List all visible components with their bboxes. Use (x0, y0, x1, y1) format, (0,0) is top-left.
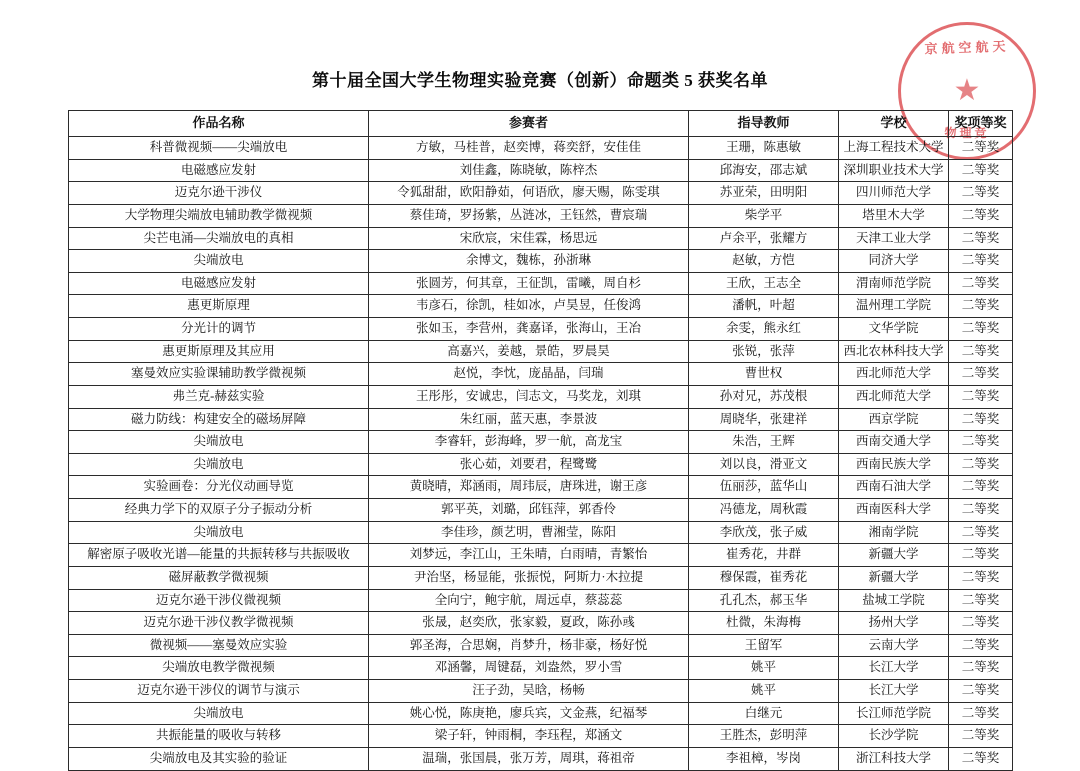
cell-teacher: 余雯，熊永红 (689, 318, 839, 341)
table-row (69, 340, 1013, 363)
cell-teacher: 孔孔杰，郝玉华 (689, 589, 839, 612)
cell-school: 深圳职业技术大学 (839, 159, 949, 182)
table-row (69, 476, 1013, 499)
cell-participants: 张圆芳，何其章，王征凯，雷曦，周自杉 (369, 272, 689, 295)
table-row (69, 227, 1013, 250)
cell-work: 尖端放电 (69, 250, 369, 273)
cell-school: 上海工程技术大学 (839, 137, 949, 160)
cell-teacher: 白继元 (689, 702, 839, 725)
cell-work: 电磁感应发射 (69, 272, 369, 295)
cell-work: 共振能量的吸收与转移 (69, 725, 369, 748)
cell-work: 电磁感应发射 (69, 159, 369, 182)
cell-teacher: 潘帆，叶超 (689, 295, 839, 318)
cell-school: 长江大学 (839, 657, 949, 680)
cell-work: 经典力学下的双原子分子振动分析 (69, 499, 369, 522)
cell-level: 二等奖 (949, 318, 1013, 341)
cell-school: 长江大学 (839, 680, 949, 703)
cell-participants: 尹治坚，杨显能，张振悦，阿斯力·木拉提 (369, 566, 689, 589)
table-row (69, 137, 1013, 160)
cell-level: 二等奖 (949, 408, 1013, 431)
table-row (69, 680, 1013, 703)
cell-school: 西南石油大学 (839, 476, 949, 499)
cell-level: 二等奖 (949, 159, 1013, 182)
table-row (69, 385, 1013, 408)
cell-work: 尖端放电 (69, 702, 369, 725)
table-row (69, 657, 1013, 680)
cell-teacher: 杜微，朱海梅 (689, 612, 839, 635)
cell-level: 二等奖 (949, 499, 1013, 522)
cell-participants: 张心茹，刘要君，程鹭鹭 (369, 453, 689, 476)
cell-participants: 姚心悦，陈庚艳，廖兵宾，文金燕，纪福琴 (369, 702, 689, 725)
cell-participants: 韦彦石，徐凯，桂如冰，卢昊昱，任俊鸿 (369, 295, 689, 318)
table-row (69, 544, 1013, 567)
cell-work: 大学物理尖端放电辅助教学微视频 (69, 204, 369, 227)
table-row (69, 521, 1013, 544)
cell-level: 二等奖 (949, 137, 1013, 160)
table-row (69, 612, 1013, 635)
cell-work: 分光计的调节 (69, 318, 369, 341)
cell-participants: 汪子劲，吴晗，杨畅 (369, 680, 689, 703)
cell-school: 西京学院 (839, 408, 949, 431)
cell-level: 二等奖 (949, 589, 1013, 612)
cell-level: 二等奖 (949, 747, 1013, 770)
cell-teacher: 张锐，张萍 (689, 340, 839, 363)
cell-school: 温州理工学院 (839, 295, 949, 318)
cell-level: 二等奖 (949, 657, 1013, 680)
table-row (69, 250, 1013, 273)
cell-school: 盐城工学院 (839, 589, 949, 612)
cell-work: 惠更斯原理及其应用 (69, 340, 369, 363)
cell-work: 实验画卷：分光仪动画导览 (69, 476, 369, 499)
cell-level: 二等奖 (949, 272, 1013, 295)
table-row (69, 272, 1013, 295)
table-row (69, 566, 1013, 589)
cell-participants: 黄晓晴，郑涵雨，周玮辰，唐珠进，谢王彦 (369, 476, 689, 499)
table-row (69, 182, 1013, 205)
cell-teacher: 孙对兄，苏茂根 (689, 385, 839, 408)
table-row (69, 431, 1013, 454)
cell-level: 二等奖 (949, 476, 1013, 499)
cell-participants: 赵悦，李忱，庞晶晶，闫瑞 (369, 363, 689, 386)
cell-participants: 刘佳鑫，陈晓敏，陈梓杰 (369, 159, 689, 182)
cell-teacher: 崔秀花，井群 (689, 544, 839, 567)
cell-school: 浙江科技大学 (839, 747, 949, 770)
cell-level: 二等奖 (949, 566, 1013, 589)
cell-work: 塞曼效应实验课辅助教学微视频 (69, 363, 369, 386)
table-row (69, 747, 1013, 770)
table-row (69, 725, 1013, 748)
cell-teacher: 朱浩，王辉 (689, 431, 839, 454)
cell-school: 渭南师范学院 (839, 272, 949, 295)
cell-teacher: 李欣茂，张子威 (689, 521, 839, 544)
cell-participants: 令狐甜甜，欧阳静茹，何语欣，廖天赐，陈雯琪 (369, 182, 689, 205)
table-row (69, 159, 1013, 182)
cell-level: 二等奖 (949, 702, 1013, 725)
cell-teacher: 曹世权 (689, 363, 839, 386)
cell-level: 二等奖 (949, 295, 1013, 318)
cell-teacher: 冯德龙，周秋霞 (689, 499, 839, 522)
cell-work: 惠更斯原理 (69, 295, 369, 318)
cell-participants: 高嘉兴，姜越，景皓，罗晨昊 (369, 340, 689, 363)
cell-participants: 朱红丽，蓝天惠，李景波 (369, 408, 689, 431)
cell-work: 尖端放电 (69, 521, 369, 544)
table-row (69, 702, 1013, 725)
cell-work: 尖芒电涌—尖端放电的真相 (69, 227, 369, 250)
cell-work: 迈克尔逊干涉仪微视频 (69, 589, 369, 612)
table-row (69, 318, 1013, 341)
cell-level: 二等奖 (949, 227, 1013, 250)
cell-work: 科普微视频——尖端放电 (69, 137, 369, 160)
cell-teacher: 刘以良，滑亚文 (689, 453, 839, 476)
cell-level: 二等奖 (949, 431, 1013, 454)
table-row (69, 634, 1013, 657)
column-header-participants: 参赛者 (369, 111, 689, 137)
cell-level: 二等奖 (949, 250, 1013, 273)
cell-school: 文华学院 (839, 318, 949, 341)
cell-teacher: 姚平 (689, 680, 839, 703)
cell-school: 西北师范大学 (839, 385, 949, 408)
cell-work: 尖端放电教学微视频 (69, 657, 369, 680)
cell-level: 二等奖 (949, 363, 1013, 386)
cell-school: 塔里木大学 (839, 204, 949, 227)
cell-work: 微视频——塞曼效应实验 (69, 634, 369, 657)
seal-bottom-text: 物理竞 (944, 126, 990, 140)
cell-teacher: 李祖樟，岑岗 (689, 747, 839, 770)
cell-school: 西北师范大学 (839, 363, 949, 386)
cell-participants: 余博文，魏栋，孙浙琳 (369, 250, 689, 273)
cell-teacher: 王胜杰，彭明萍 (689, 725, 839, 748)
cell-teacher: 姚平 (689, 657, 839, 680)
cell-work: 弗兰克-赫兹实验 (69, 385, 369, 408)
cell-school: 西北农林科技大学 (839, 340, 949, 363)
cell-participants: 郭圣海，合思娴，肖梦升，杨非豪，杨好悦 (369, 634, 689, 657)
table-row (69, 363, 1013, 386)
cell-work: 尖端放电 (69, 453, 369, 476)
cell-school: 长江师范学院 (839, 702, 949, 725)
table-row (69, 589, 1013, 612)
cell-teacher: 穆保霞，崔秀花 (689, 566, 839, 589)
cell-level: 二等奖 (949, 204, 1013, 227)
table-body (69, 137, 1013, 771)
cell-work: 迈克尔逊干涉仪的调节与演示 (69, 680, 369, 703)
award-table-container (68, 110, 1012, 771)
cell-school: 西南交通大学 (839, 431, 949, 454)
cell-work: 磁屏蔽教学微视频 (69, 566, 369, 589)
cell-level: 二等奖 (949, 182, 1013, 205)
cell-level: 二等奖 (949, 453, 1013, 476)
table-row (69, 204, 1013, 227)
cell-work: 迈克尔逊干涉仪教学微视频 (69, 612, 369, 635)
cell-participants: 张如玉，李营州，龚嘉译，张海山，王冶 (369, 318, 689, 341)
cell-school: 湘南学院 (839, 521, 949, 544)
column-header-level: 奖项等奖 (949, 111, 1013, 137)
cell-teacher: 赵敏，方恺 (689, 250, 839, 273)
page-title: 第十届全国大学生物理实验竞赛（创新）命题类 5 获奖名单 (312, 71, 768, 90)
cell-school: 天津工业大学 (839, 227, 949, 250)
cell-teacher: 邱海安，邵志斌 (689, 159, 839, 182)
cell-level: 二等奖 (949, 544, 1013, 567)
cell-school: 四川师范大学 (839, 182, 949, 205)
cell-participants: 王彤彤，安诚忠，闫志文，马奖龙，刘琪 (369, 385, 689, 408)
cell-teacher: 王留军 (689, 634, 839, 657)
cell-teacher: 王欣，王志全 (689, 272, 839, 295)
table-row (69, 408, 1013, 431)
table-header (69, 111, 1013, 137)
cell-teacher: 柴学平 (689, 204, 839, 227)
cell-participants: 方敏，马桂普，赵奕博，蒋奕舒，安佳佳 (369, 137, 689, 160)
cell-school: 扬州大学 (839, 612, 949, 635)
cell-work: 迈克尔逊干涉仪 (69, 182, 369, 205)
cell-participants: 全向宁，鲍宇航，周远卓，蔡蕊蕊 (369, 589, 689, 612)
table-header-row (69, 111, 1013, 137)
seal-star-icon: ★ (953, 74, 981, 107)
column-header-school: 学校 (839, 111, 949, 137)
table-row (69, 295, 1013, 318)
cell-work: 尖端放电及其实验的验证 (69, 747, 369, 770)
cell-participants: 郭平英，刘璐，邱钰萍，郭香伶 (369, 499, 689, 522)
award-table (68, 110, 1013, 771)
cell-work: 尖端放电 (69, 431, 369, 454)
cell-level: 二等奖 (949, 725, 1013, 748)
cell-school: 同济大学 (839, 250, 949, 273)
cell-teacher: 王珊，陈惠敏 (689, 137, 839, 160)
cell-school: 新疆大学 (839, 544, 949, 567)
cell-work: 磁力防线：构建安全的磁场屏障 (69, 408, 369, 431)
column-header-work: 作品名称 (69, 111, 369, 137)
cell-school: 云南大学 (839, 634, 949, 657)
cell-participants: 蔡佳琦，罗扬紫，丛涟冰，王钰然，曹宸瑞 (369, 204, 689, 227)
cell-participants: 邓涵馨，周键磊，刘盎然，罗小雪 (369, 657, 689, 680)
cell-level: 二等奖 (949, 340, 1013, 363)
table-row (69, 499, 1013, 522)
seal-top-text: 京航空航天 (924, 38, 1010, 57)
cell-participants: 刘梦远，李江山，王朱晴，白雨晴，青繁怡 (369, 544, 689, 567)
cell-school: 西南医科大学 (839, 499, 949, 522)
cell-level: 二等奖 (949, 634, 1013, 657)
cell-participants: 张晟，赵奕欣，张家毅，夏政，陈孙彧 (369, 612, 689, 635)
cell-teacher: 伍丽莎，蓝华山 (689, 476, 839, 499)
cell-level: 二等奖 (949, 612, 1013, 635)
cell-work: 解密原子吸收光谱—能量的共振转移与共振吸收 (69, 544, 369, 567)
cell-level: 二等奖 (949, 385, 1013, 408)
cell-teacher: 周晓华，张建祥 (689, 408, 839, 431)
cell-teacher: 卢余平，张耀方 (689, 227, 839, 250)
cell-school: 新疆大学 (839, 566, 949, 589)
column-header-teacher: 指导教师 (689, 111, 839, 137)
table-row (69, 453, 1013, 476)
cell-participants: 李佳珍，颜艺明，曹湘莹，陈阳 (369, 521, 689, 544)
cell-participants: 温瑞，张国晨，张万芳，周琪，蒋祖帝 (369, 747, 689, 770)
cell-teacher: 苏亚荣，田明阳 (689, 182, 839, 205)
cell-school: 长沙学院 (839, 725, 949, 748)
cell-participants: 宋欣宸，宋佳霖，杨思远 (369, 227, 689, 250)
cell-level: 二等奖 (949, 680, 1013, 703)
cell-participants: 梁子轩，钟雨桐，李珏程，郑涵文 (369, 725, 689, 748)
cell-level: 二等奖 (949, 521, 1013, 544)
cell-participants: 李睿轩，彭海峰，罗一航，高龙宝 (369, 431, 689, 454)
cell-school: 西南民族大学 (839, 453, 949, 476)
